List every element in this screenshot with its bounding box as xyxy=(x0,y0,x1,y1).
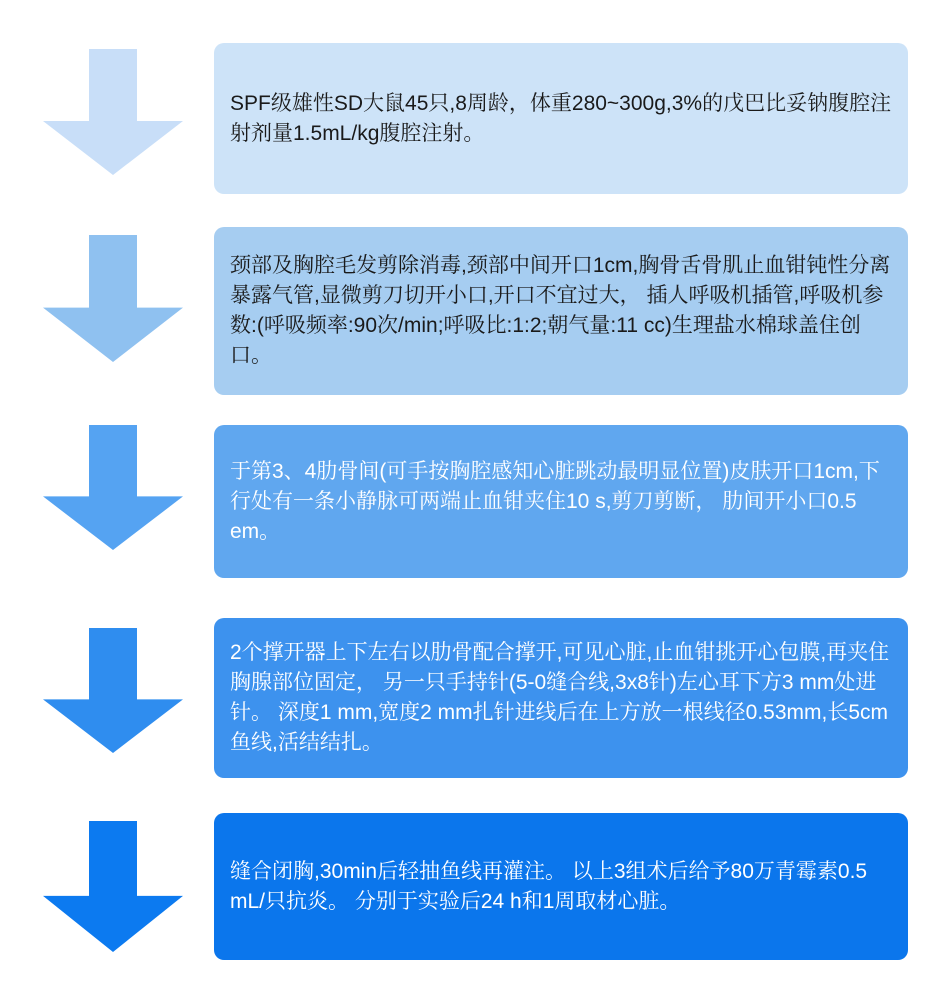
step-box-2 xyxy=(214,227,908,395)
step-4-text: 2个撑开器上下左右以肋骨配合撑开,可见心脏,止血钳挑开心包膜,再夹住胸腺部位固定， 另一只手持针(5-0缝合线,3x8针)左心耳下方3 mm处进针。 深度1 mm,宽度2 mm扎针进线后在上方放一根线径0.53mm,长5cm鱼线,活结结扎。 xyxy=(230,641,890,754)
step-2-text: 颈部及胸腔毛发剪除消毒,颈部中间开口1cm,胸骨舌骨肌止血钳钝性分离暴露气管,显微剪刀切开小口,开口不宜过大， 插人呼吸机插管,呼吸机参数:(呼吸频率:90次/min;呼吸比:1:2;朝气量:11 cc)生理盐水棉球盖住创口。 xyxy=(230,254,891,367)
step-3-text: 于第3、4肋骨间(可手按胸腔感知心脏跳动最明显位置)皮肤开口1cm,下行处有一条小静脉可两端止血钳夹住10 s,剪刀剪断， 肋间开小口0.5 em。 xyxy=(230,459,880,543)
down-arrow-shape xyxy=(43,425,183,550)
down-arrow-shape xyxy=(43,235,183,362)
down-arrow-shape xyxy=(43,821,183,952)
step-1-text: SPF级雄性SD大鼠45只,8周龄，体重280~300g,3%的戊巴比妥钠腹腔注射剂量1.5mL/kg腹腔注射。 xyxy=(230,91,892,145)
down-arrow-shape xyxy=(43,628,183,753)
step-box-4 xyxy=(214,618,908,778)
down-arrow-icon-4 xyxy=(43,628,183,753)
step-box-3 xyxy=(214,425,908,578)
down-arrow-icon-5 xyxy=(43,821,183,952)
step-box-1 xyxy=(214,43,908,194)
down-arrow-icon-2 xyxy=(43,235,183,362)
down-arrow-icon-1 xyxy=(43,49,183,175)
step-box-5 xyxy=(214,813,908,960)
step-5-text: 缝合闭胸,30min后轻抽鱼线再灌注。 以上3组术后给予80万青霉素0.5 mL/只抗炎。 分别于实验后24 h和1周取材心脏。 xyxy=(230,859,868,913)
down-arrow-icon-3 xyxy=(43,425,183,550)
down-arrow-shape xyxy=(43,49,183,175)
